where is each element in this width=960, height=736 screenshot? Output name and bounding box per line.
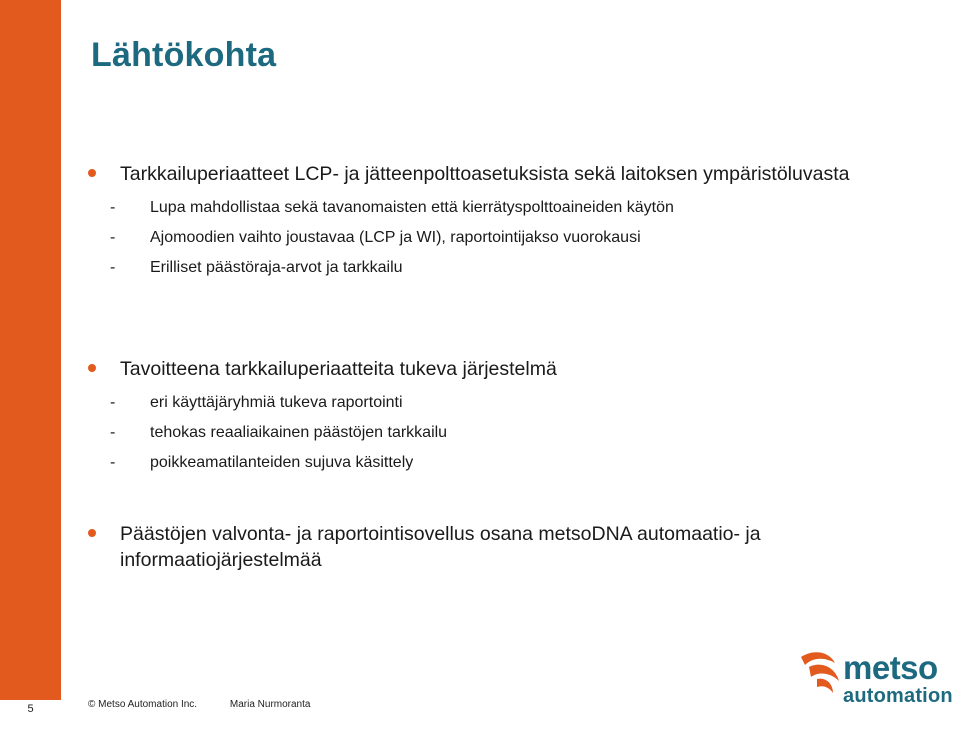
dash-icon: - [110, 454, 116, 471]
bullet-text: Tavoitteena tarkkailuperiaatteita tukeva järjestelmä [120, 358, 557, 380]
bullet-dot-icon [88, 364, 96, 372]
bullet-block-3 [88, 521, 940, 573]
bullet-item [88, 356, 940, 382]
bullet-item [88, 161, 940, 187]
sub-item [88, 193, 940, 223]
footer-copyright: © Metso Automation Inc. [88, 699, 198, 710]
bullet-dot-icon [88, 169, 96, 177]
sub-item-text: Erilliset päästöraja-arvot ja tarkkailu [150, 259, 403, 276]
dash-icon: - [110, 229, 116, 246]
sub-item [88, 253, 940, 283]
logo-wordmark: metso [843, 649, 938, 686]
bullet-block-1 [88, 161, 940, 283]
dash-icon: - [110, 424, 116, 441]
sub-item [88, 223, 940, 253]
bullet-block-2 [88, 356, 940, 478]
sub-item-text: Lupa mahdollistaa sekä tavanomaisten että kierrätyspolttoaineiden käytön [150, 199, 674, 216]
sub-list [88, 193, 940, 283]
footer-author: Maria Nurmoranta [229, 699, 311, 710]
bullet-text: Päästöjen valvonta- ja raportointisovellus osana metsoDNA automaatio- ja informaatiojärjestelmää [120, 523, 761, 571]
metso-swirl-icon [795, 647, 847, 699]
logo-subtitle: automation [843, 685, 953, 707]
bullet-text: Tarkkailuperiaatteet LCP- ja jätteenpolttoasetuksista sekä laitoksen ympäristöluvasta [120, 163, 850, 185]
dash-icon: - [110, 394, 116, 411]
sub-item-text: tehokas reaaliaikainen päästöjen tarkkailu [150, 424, 448, 441]
sub-item-text: eri käyttäjäryhmiä tukeva raportointi [150, 394, 403, 411]
sub-item-text: Ajomoodien vaihto joustavaa (LCP ja WI), raportointijakso vuorokausi [150, 229, 641, 246]
slide-title: Lähtökohta [91, 36, 277, 74]
page-number: 5 [0, 700, 61, 736]
bullet-item [88, 521, 940, 573]
dash-icon: - [110, 259, 116, 276]
sub-item [88, 418, 940, 448]
sub-item [88, 388, 940, 418]
sub-item [88, 448, 940, 478]
sub-list [88, 388, 940, 478]
metso-logo [795, 645, 960, 715]
bullet-dot-icon [88, 529, 96, 537]
dash-icon: - [110, 199, 116, 216]
side-accent-bar [0, 0, 61, 736]
footer [88, 699, 340, 710]
sub-item-text: poikkeamatilanteiden sujuva käsittely [150, 454, 414, 471]
